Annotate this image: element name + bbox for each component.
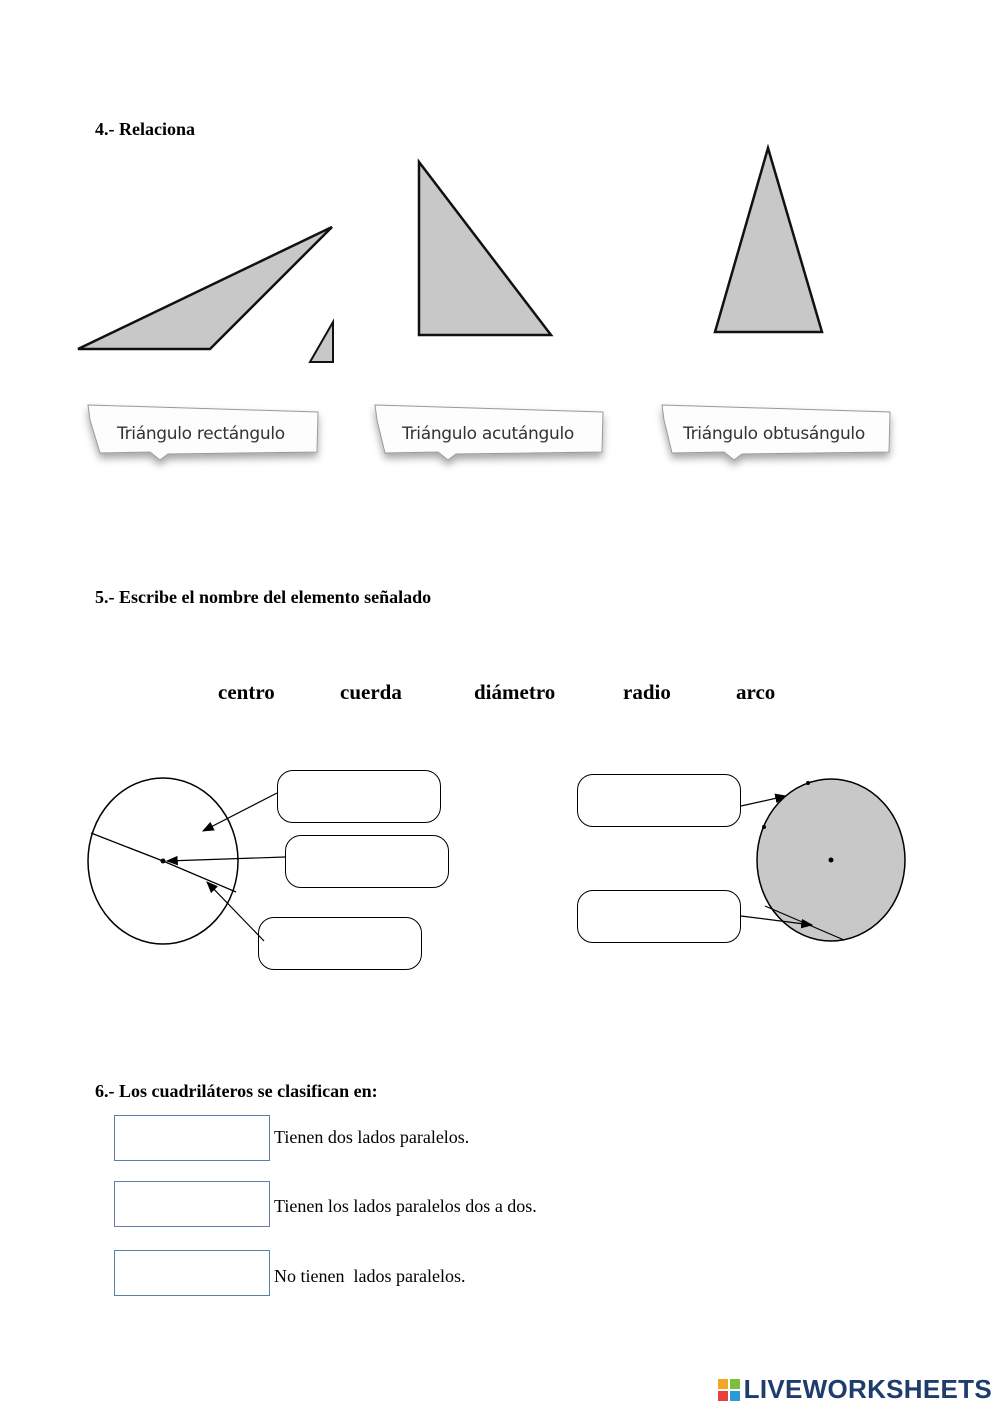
arrow-to-left-1 bbox=[203, 793, 277, 831]
logo-badge-icon bbox=[718, 1379, 740, 1401]
label-triangulo-acutangulo: Triángulo acutángulo bbox=[402, 424, 574, 444]
word-cuerda: cuerda bbox=[340, 680, 402, 704]
quad-description-1: Tienen dos lados paralelos. bbox=[274, 1127, 470, 1147]
logo-text: LIVEWORKSHEETS bbox=[743, 1374, 992, 1404]
arrow-to-left-3 bbox=[207, 882, 264, 941]
section-6-heading: 6.- Los cuadriláteros se clasifican en: bbox=[95, 1081, 378, 1101]
arrow-to-left-2 bbox=[167, 857, 285, 861]
label-triangulo-obtusangulo: Triángulo obtusángulo bbox=[683, 424, 865, 444]
triangle-acute-shape bbox=[715, 148, 822, 332]
answer-box-circle-5[interactable] bbox=[577, 890, 741, 943]
answer-box-quad-3[interactable] bbox=[114, 1250, 270, 1296]
word-diametro: diámetro bbox=[474, 680, 556, 704]
word-centro: centro bbox=[218, 680, 275, 704]
label-triangulo-rectangulo: Triángulo rectángulo bbox=[117, 424, 285, 444]
circles-figure bbox=[0, 740, 1000, 1000]
answer-box-quad-2[interactable] bbox=[114, 1181, 270, 1227]
circle-right-point-2 bbox=[762, 825, 766, 829]
section-4-heading: 4.- Relaciona bbox=[95, 119, 195, 139]
answer-box-circle-2[interactable] bbox=[285, 835, 449, 888]
answer-box-circle-3[interactable] bbox=[258, 917, 422, 970]
answer-box-circle-4[interactable] bbox=[577, 774, 741, 827]
circle-right-center-dot bbox=[829, 858, 834, 863]
triangle-right-shape bbox=[419, 162, 551, 335]
word-radio: radio bbox=[623, 680, 671, 704]
triangle-fragment-shape bbox=[310, 322, 333, 362]
circle-right-point-1 bbox=[806, 781, 810, 785]
answer-box-circle-1[interactable] bbox=[277, 770, 441, 823]
answer-box-quad-1[interactable] bbox=[114, 1115, 270, 1161]
liveworksheets-logo bbox=[718, 1374, 992, 1405]
circle-left-radius-line-2 bbox=[163, 861, 236, 892]
circle-left-center-dot bbox=[161, 859, 166, 864]
quad-description-3: No tienen lados paralelos. bbox=[274, 1266, 466, 1286]
circle-left-radius-line bbox=[91, 833, 163, 861]
quad-description-2: Tienen los lados paralelos dos a dos. bbox=[274, 1196, 537, 1216]
section-5-heading: 5.- Escribe el nombre del elemento señalado bbox=[95, 587, 432, 607]
word-arco: arco bbox=[736, 680, 776, 704]
triangle-obtuse-shape bbox=[78, 227, 332, 349]
